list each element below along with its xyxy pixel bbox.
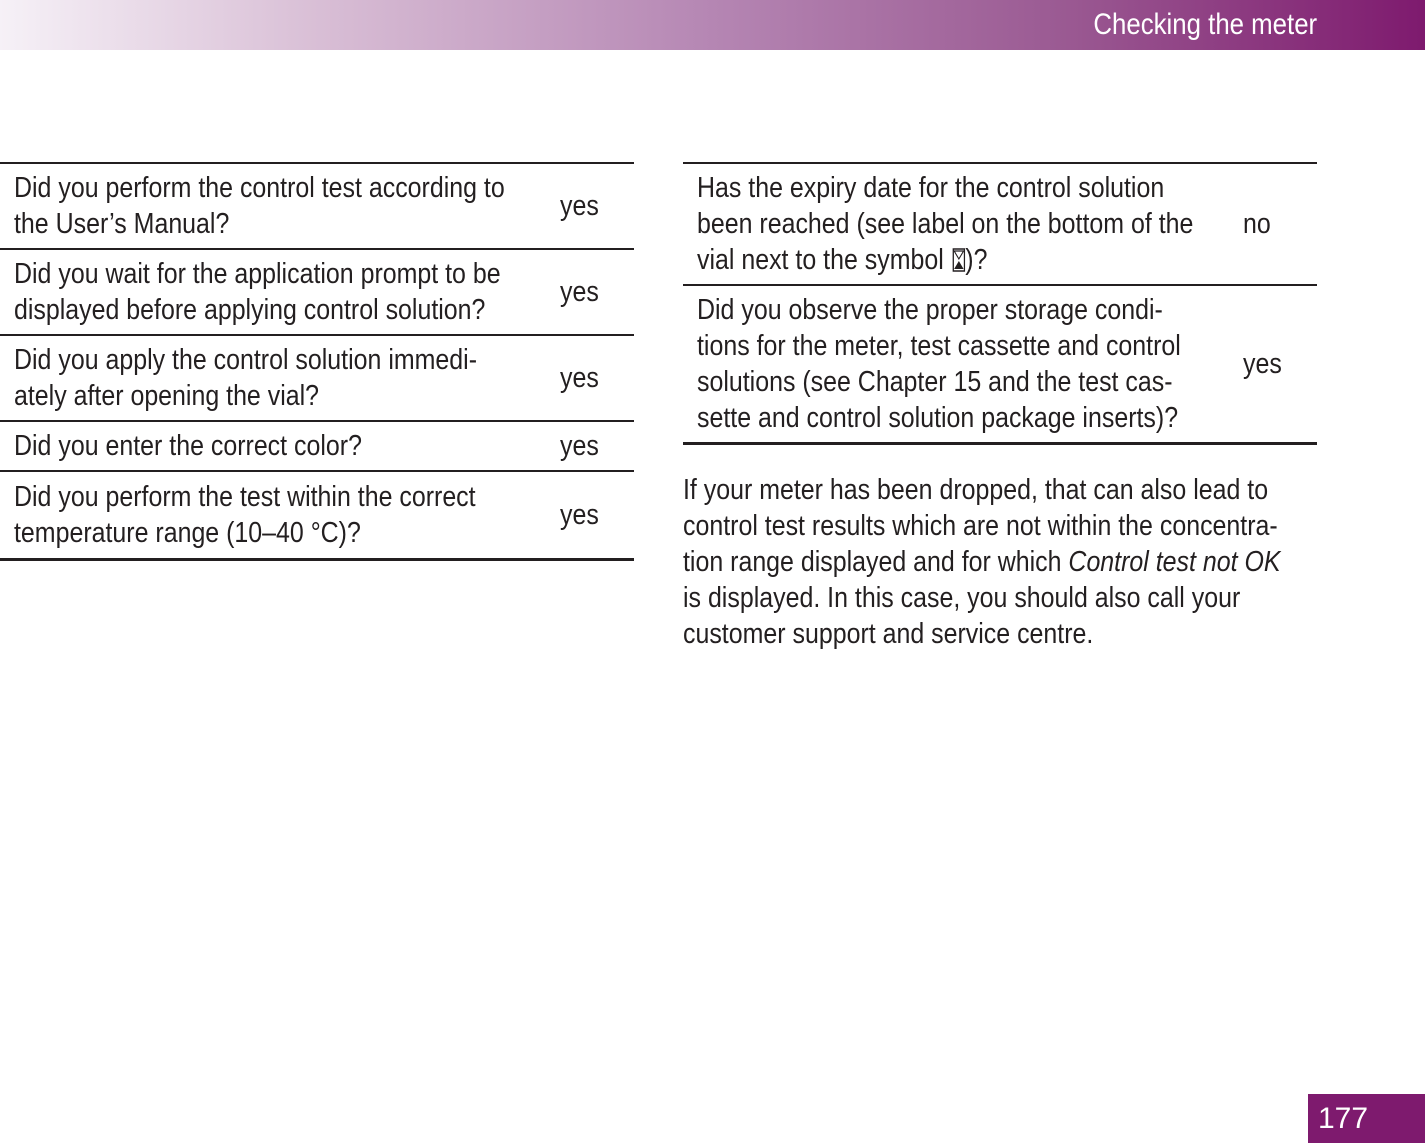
table-row — [683, 164, 1317, 286]
table-row — [0, 250, 634, 336]
checklist-table-left — [0, 162, 634, 561]
page-number-box — [1308, 1094, 1425, 1143]
ui-message-text: Control test not OK — [1068, 546, 1281, 578]
page-section-title: Checking the meter — [1093, 8, 1317, 41]
question-cell: Has the expiry date for the control solution been reached (see label on the bottom of the vial next to the symbol )? — [697, 172, 1194, 276]
table-row — [0, 336, 634, 422]
answer-cell: yes — [1243, 348, 1282, 380]
answer-cell: yes — [560, 362, 599, 394]
answer-cell: yes — [560, 276, 599, 308]
question-cell: Did you apply the control solution immedi- ately after opening the vial? — [14, 344, 478, 412]
answer-cell: yes — [560, 499, 599, 531]
answer-cell: yes — [560, 430, 599, 462]
question-cell: Did you perform the test within the correct temperature range (10–40 °C)? — [14, 481, 476, 549]
question-cell: Did you wait for the application prompt to be displayed before applying control solution? — [14, 258, 501, 326]
table-row — [0, 422, 634, 472]
table-row — [683, 286, 1317, 442]
answer-cell: no — [1243, 208, 1271, 240]
question-cell: Did you observe the proper storage condi- tions for the meter, test cassette and control solutions (see Chapter 15 and the test cas- sette and control solution package inserts)? — [697, 294, 1181, 434]
info-paragraph: If your meter has been dropped, that can also lead to control test results which are not within the concentra- tion range displayed and for which Control test not OK is displayed. In this case, you should also call your customer support and service centre. — [683, 474, 1281, 650]
hourglass-icon — [952, 248, 965, 272]
page-number: 177 — [1318, 1102, 1369, 1135]
question-cell: Did you enter the correct color? — [14, 430, 362, 462]
question-cell: Did you perform the control test according to the User’s Manual? — [14, 172, 505, 240]
answer-cell: yes — [560, 190, 599, 222]
table-row — [0, 164, 634, 250]
table-row — [0, 472, 634, 558]
checklist-table-right — [683, 162, 1317, 445]
header-bar — [0, 0, 1425, 50]
